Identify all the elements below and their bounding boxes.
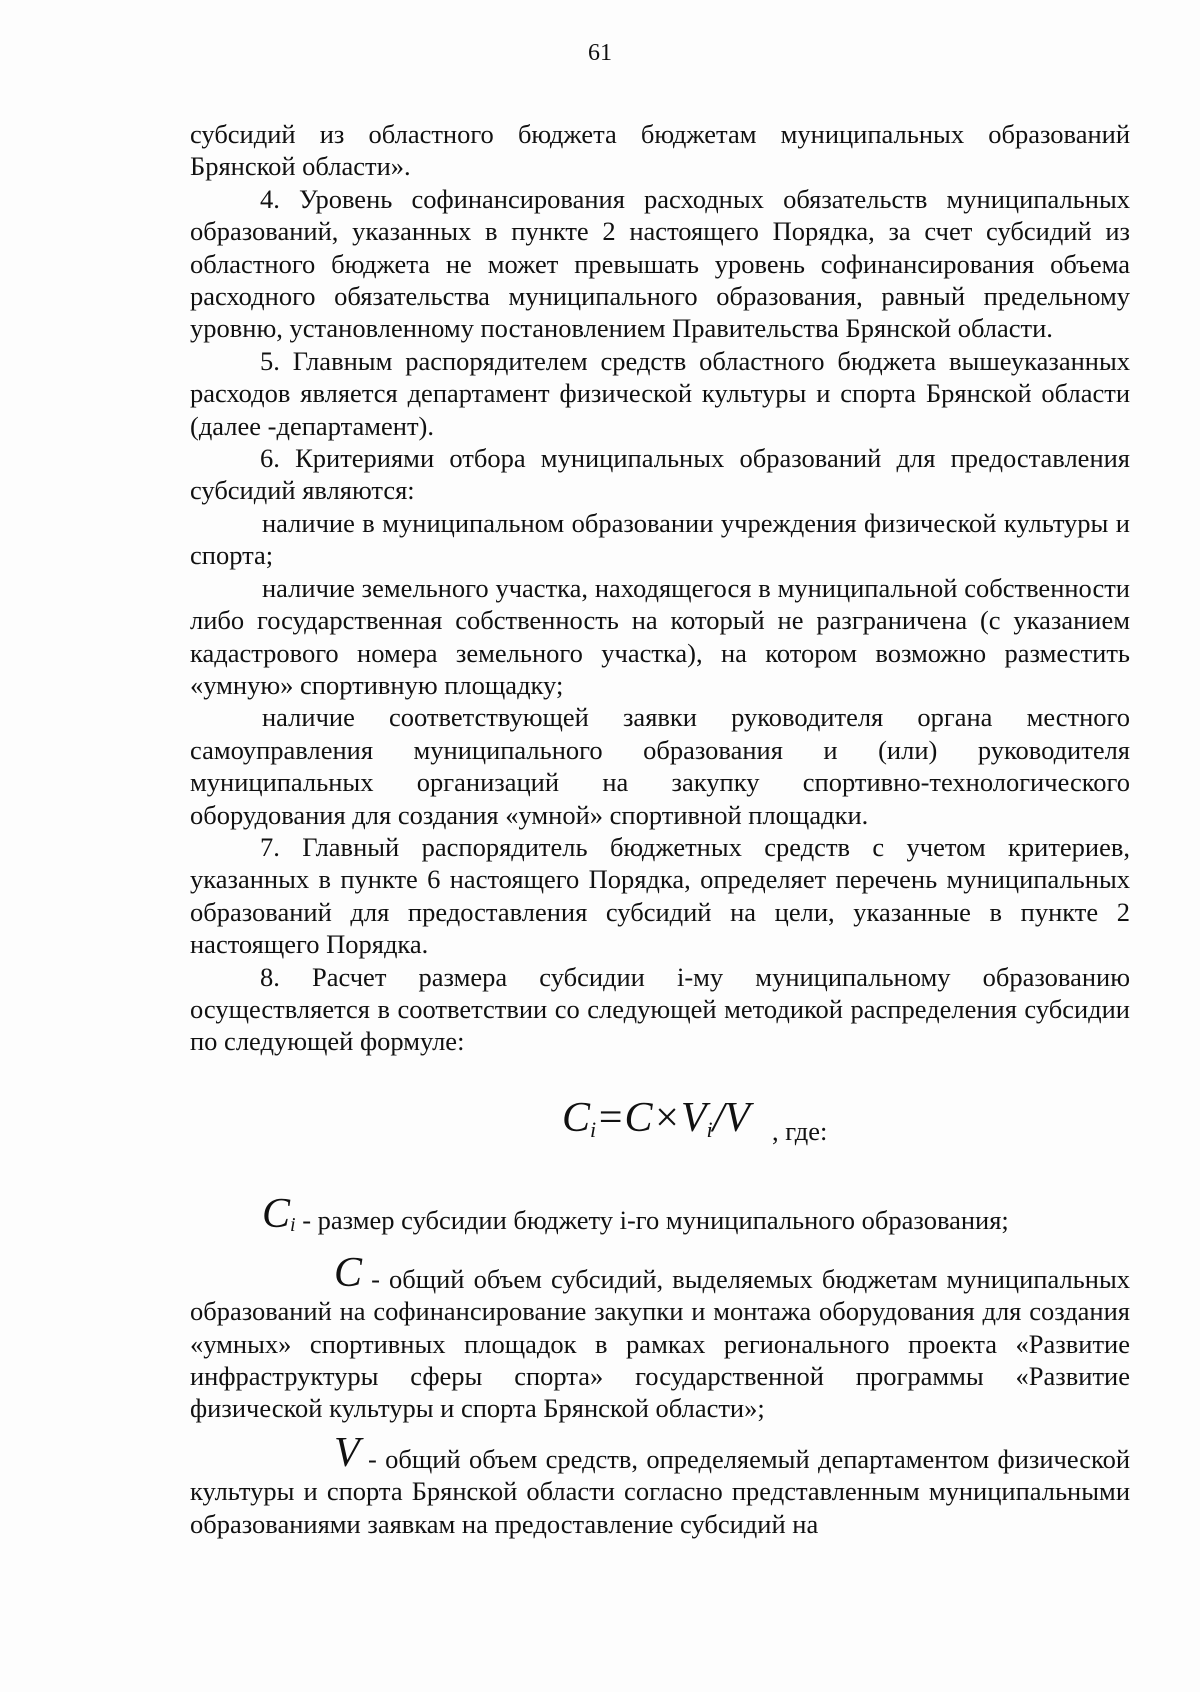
formula [190,1094,1130,1168]
symbol-c: C [334,1249,363,1296]
criterion-3: наличие соответствующей заявки руководителя органа местного самоуправления муниципального образования и (или) руководителя муниципальных организаций на закупку спортивно-технологического оборудования для создания «умной» спортивной площадки. [190,702,1130,830]
paragraph-item-7: 7. Главный распорядитель бюджетных средств с учетом критериев, указанных в пункте 6 настоящего Порядка, определяет перечень муниципальных образований для предоставления субсидий на цели, указанные в пункте 2 настоящего Порядка. [190,831,1130,960]
document-body [190,118,1130,1540]
paragraph-continuation: субсидий из областного бюджета бюджетам муниципальных образований Брянской области». [190,119,1130,182]
paragraph-item-4: 4. Уровень софинансирования расходных обязательств муниципальных образований, указанных в пункте 2 настоящего Порядка, за счет субсидий из областного бюджета не может превышать уровень софинансирования объема расходного обязательства муниципального образования, равный предельному уровню, установленному постановлением Правительства Брянской области. [190,183,1130,344]
definition-v: V - общий объем средств, определяемый департаментом физической культуры и спорта Брянской области согласно представленным муниципальными образованиями заявкам на предоставление субсидий на [190,1429,1130,1539]
definitions [190,1190,1130,1540]
paragraph-item-5: 5. Главным распорядителем средств областного бюджета вышеуказанных расходов является департамент физической культуры и спорта Брянской области (далее -департамент). [190,345,1130,441]
criterion-1: наличие в муниципальном образовании учреждения физической культуры и спорта; [190,507,1130,571]
definition-c: C - общий объем субсидий, выделяемых бюджетам муниципальных образований на софинансирование закупки и монтажа оборудования для создания «умных» спортивных площадок в рамках регионального проекта «Развитие инфраструктуры сферы спорта» государственной программы «Развитие физической культуры и спорта Брянской области»; [190,1249,1130,1424]
formula-expression: $C_i=C\times V_i/V$ [562,1094,750,1142]
symbol-v: V [334,1429,360,1476]
formula-where: , где: [772,1115,828,1146]
symbol-ci: $C_i$ [262,1190,296,1237]
definition-ci: $C_i$ - размер субсидии бюджету i-го муниципального образования; [190,1194,1130,1245]
paragraph-item-8: 8. Расчет размера субсидии i-му муниципальному образованию осуществляется в соответствии со следующей методикой распределения субсидии по следующей формуле: [190,961,1130,1057]
page-number: 61 [588,40,612,66]
paragraph-item-6: 6. Критериями отбора муниципальных образований для предоставления субсидий являются: [190,443,1130,506]
criterion-2: наличие земельного участка, находящегося в муниципальной собственности либо государственная собственность на который не разграничена (с указанием кадастрового номера земельного участка), на котором возможно разместить «умную» спортивную площадку; [190,572,1130,700]
